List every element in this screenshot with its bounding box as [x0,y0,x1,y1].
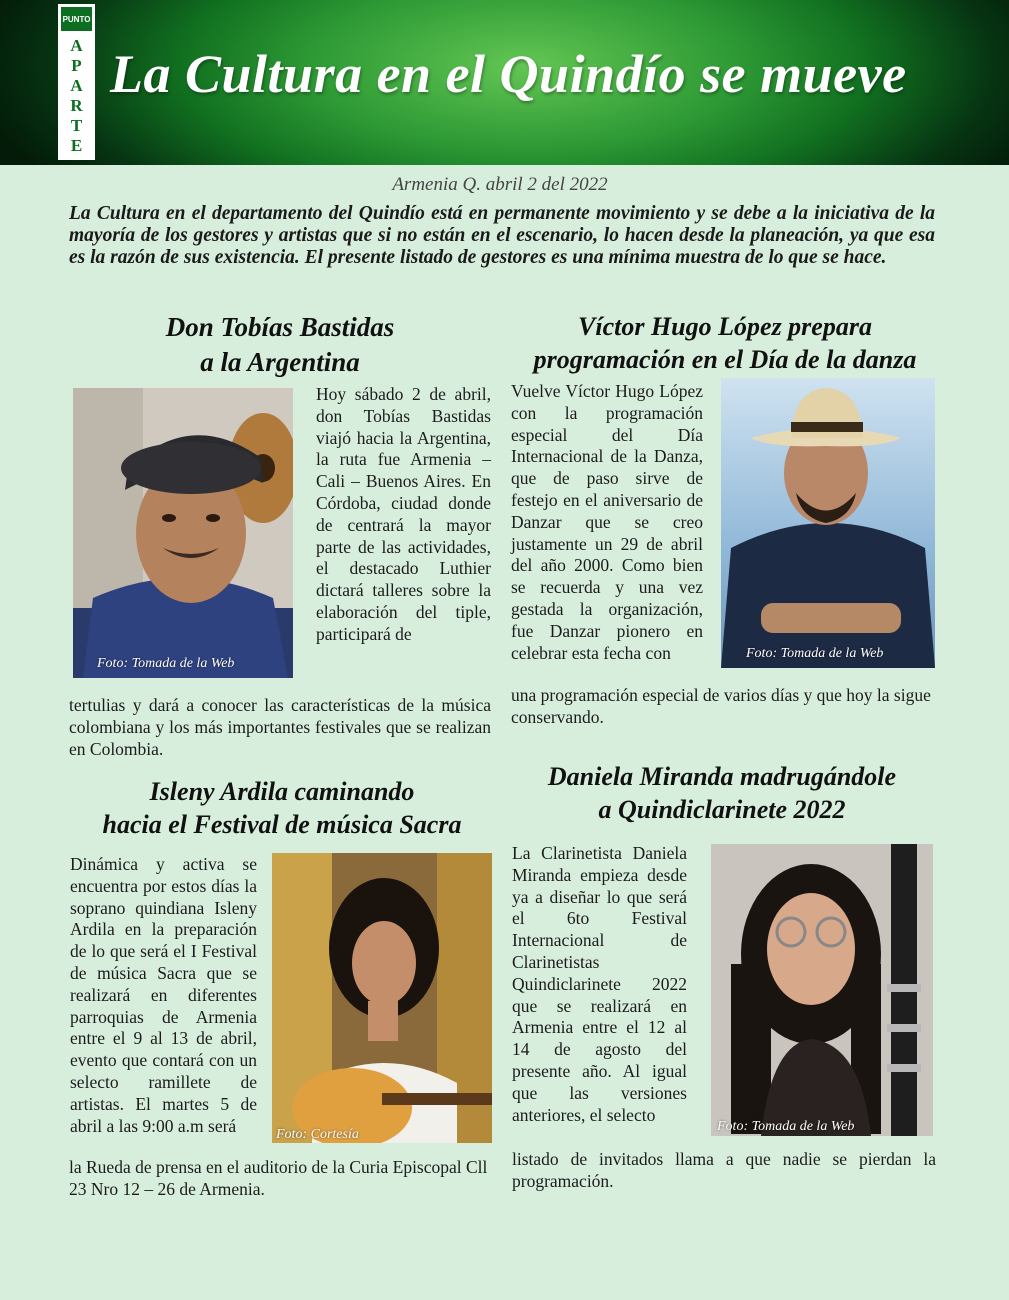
photo-victor [721,378,935,668]
title-line: Don Tobías Bastidas [165,312,395,342]
article-isleny-body-full: la Rueda de prensa en el auditorio de la Curia Episcopal Cll 23 Nro 12 – 26 de Armenia. [69,1157,488,1199]
photo-daniela-image [711,844,933,1136]
photo-caption: Foto: Tomada de la Web [717,1119,855,1134]
article-daniela-body-full: listado de invitados llama a que nadie se pierdan la programación. [512,1149,936,1191]
article-tobias-body-full: tertulias y dará a conocer las características de la música colombiana y los más importantes festivales que se realizan en Colombia. [69,695,491,759]
title-line: Víctor Hugo López prepara [578,312,872,341]
punto-aparte-logo [58,4,95,160]
header-banner [0,0,1009,165]
article-daniela-body-side: La Clarinetista Daniela Miranda empieza desde ya a diseñar lo que será el 6to Festival Internacional de Clarinetistas Quindiclarinete 2022 que se realizará en Armenia entre el 12 al 14 de agosto del presente año. Al igual que las versiones anteriores, el selecto [512,843,687,1125]
photo-isleny-image [272,853,492,1143]
title-line: a la Argentina [200,347,360,377]
article-tobias-title [70,310,490,380]
logo-letter: E [70,135,83,155]
photo-caption: Foto: Tomada de la Web [746,646,884,661]
photo-caption: Foto: Tomada de la Web [97,656,235,671]
logo-letter: A [70,75,83,95]
page-title: La Cultura en el Quindío se mueve [110,44,907,104]
logo-top-text: PUNTO [61,7,92,33]
article-victor-body-full: una programación especial de varios días y que hoy la sigue conservando. [511,685,931,727]
logo-letters [61,33,92,157]
intro-paragraph: La Cultura en el departamento del Quindío está en permanente movimiento y se debe a la iniciativa de la mayoría de los gestores y artistas que si no están en el escenario, lo hacen desde la planeación, ya que esa es la razón de sus existencia. El presente listado de gestores es una mínima muestra de lo que se hace. [69,203,935,268]
title-line: programación en el Día de la danza [533,345,917,374]
title-line: Daniela Miranda madrugándole [547,762,897,791]
article-victor-body-side: Vuelve Víctor Hugo López con la programación especial del Día Internacional de la Danza, que de paso sirve de festejo en el aniversario de Danzar que se creo justamente un 29 de abril del año 2000. Como bien se recuerda y una vez gestada la organización, fue Danzar pionero en celebrar esta fecha con [511,381,703,663]
title-line: Isleny Ardila caminando [149,777,415,806]
dateline: Armenia Q. abril 2 del 2022 [392,174,608,195]
photo-tobias [73,388,293,678]
article-victor-title [510,310,940,376]
photo-victor-image [721,378,935,668]
article-daniela-title [512,760,932,826]
article-isleny-title [70,775,494,841]
logo-letter: R [70,95,83,115]
article-tobias-body-side: Hoy sábado 2 de abril, don Tobías Bastidas viajó hacia la Argentina, la ruta fue Armenia – Cali – Buenos Aires. En Córdoba, ciudad donde de centrará la mayor parte de las actividades, el destacado Luthier dictará talleres sobre la elaboración del tiple, participará de [316,384,491,644]
logo-letter: T [70,115,83,135]
logo-letter: P [71,55,82,75]
title-line: hacia el Festival de música Sacra [102,810,462,839]
photo-caption: Foto: Cortesía [276,1127,359,1142]
photo-isleny [272,853,492,1143]
logo-letter: A [70,35,83,55]
photo-daniela [711,844,933,1136]
photo-tobias-image [73,388,293,678]
title-line: a Quindiclarinete 2022 [598,795,846,824]
article-isleny-body-side: Dinámica y activa se encuentra por estos días la soprano quindiana Isleny Ardila en la preparación de lo que será el I Festival de música Sacra que se realizará en diferentes parroquias de Armenia entre el 9 al 13 de abril, evento que contará con un selecto ramillete de artistas. El martes 5 de abril a las 9:00 a.m será [70,854,257,1136]
